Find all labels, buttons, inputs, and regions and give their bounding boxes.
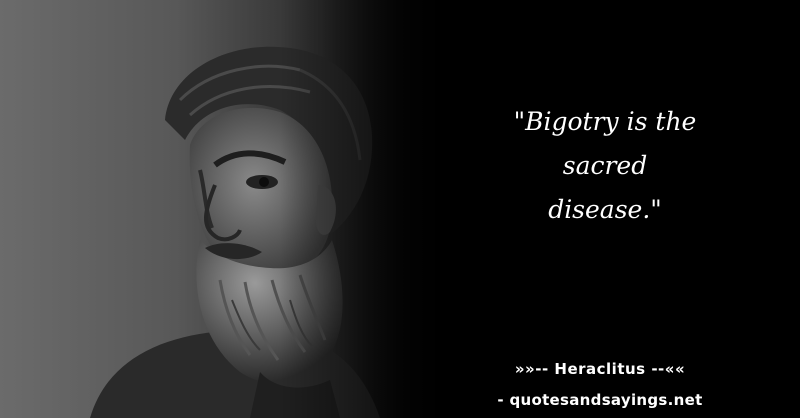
author-line: »»-- Heraclitus --««	[514, 360, 686, 378]
quote-text: "Bigotry is the sacred disease."	[513, 107, 697, 224]
source-line[interactable]: - quotesandsayings.net	[497, 391, 703, 409]
